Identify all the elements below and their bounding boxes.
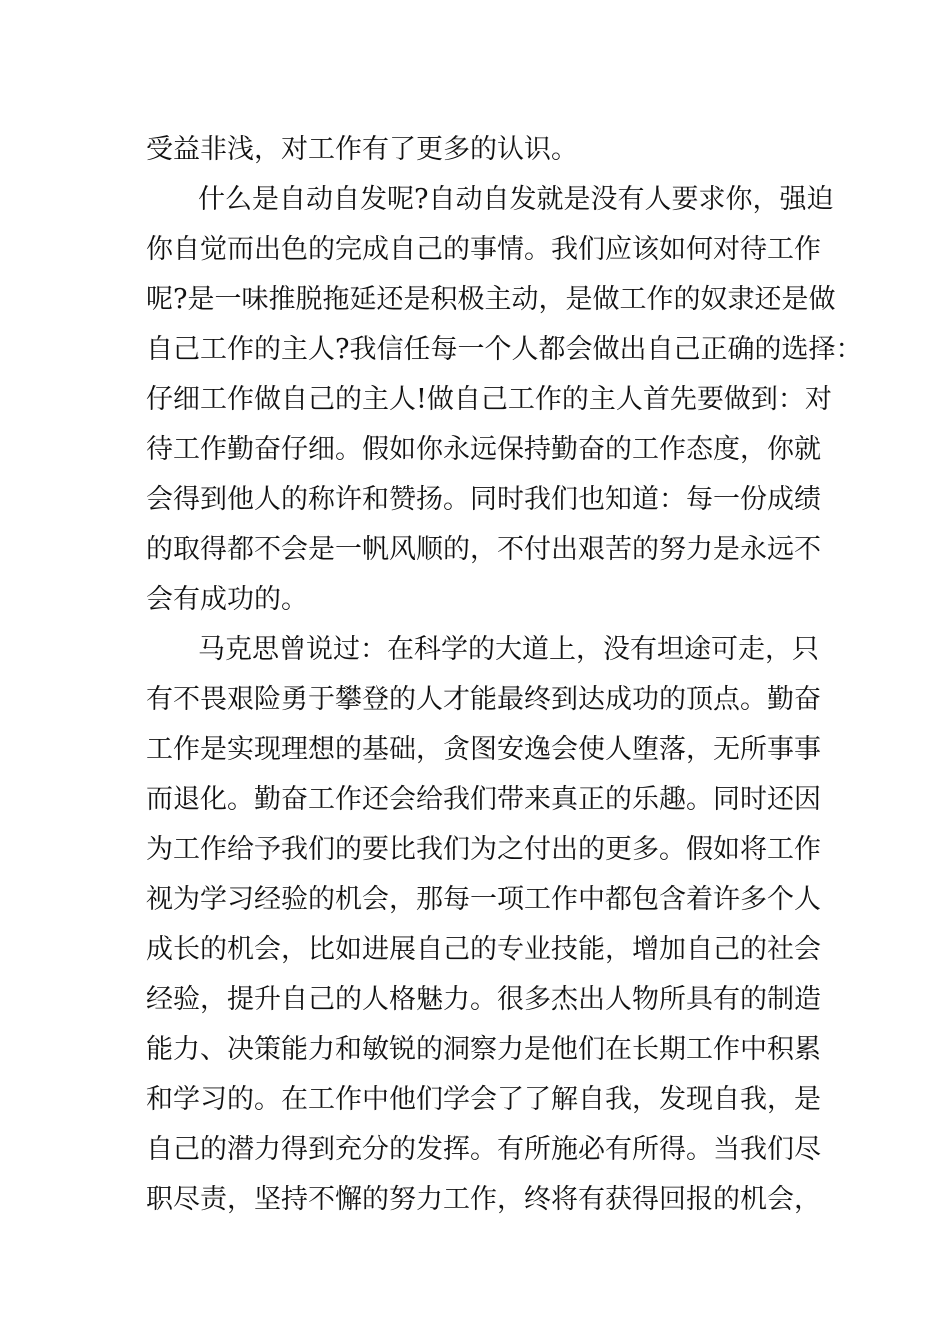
text-line: 仔细工作做自己的主人!做自己工作的主人首先要做到：对 bbox=[146, 384, 832, 415]
text-line: 自己工作的主人?我信任每一个人都会做出自己正确的选择： bbox=[146, 334, 863, 365]
text-line: 而退化。勤奋工作还会给我们带来真正的乐趣。同时还因 bbox=[146, 784, 821, 815]
text-line: 的取得都不会是一帆风顺的，不付出艰苦的努力是永远不 bbox=[146, 534, 821, 565]
text-line: 能力、决策能力和敏锐的洞察力是他们在长期工作中积累 bbox=[146, 1034, 821, 1065]
text-line: 会有成功的。 bbox=[146, 584, 308, 615]
text-line: 会得到他人的称许和赞扬。同时我们也知道：每一份成绩 bbox=[146, 484, 821, 515]
text-line: 呢?是一味推脱拖延还是积极主动，是做工作的奴隶还是做 bbox=[146, 284, 836, 315]
paragraph-start-line: 马克思曾说过：在科学的大道上，没有坦途可走，只 bbox=[198, 634, 819, 665]
text-line: 经验，提升自己的人格魅力。很多杰出人物所具有的制造 bbox=[146, 984, 821, 1015]
text-line: 你自觉而出色的完成自己的事情。我们应该如何对待工作 bbox=[146, 234, 821, 265]
paragraph-start-line: 什么是自动自发呢?自动自发就是没有人要求你，强迫 bbox=[198, 184, 834, 215]
text-line: 视为学习经验的机会，那每一项工作中都包含着许多个人 bbox=[146, 884, 821, 915]
text-line: 自己的潜力得到充分的发挥。有所施必有所得。当我们尽 bbox=[146, 1134, 821, 1165]
text-line: 和学习的。在工作中他们学会了了解自我，发现自我，是 bbox=[146, 1084, 821, 1115]
text-line: 工作是实现理想的基础，贪图安逸会使人堕落，无所事事 bbox=[146, 734, 821, 765]
text-line: 为工作给予我们的要比我们为之付出的更多。假如将工作 bbox=[146, 834, 821, 865]
text-line: 有不畏艰险勇于攀登的人才能最终到达成功的顶点。勤奋 bbox=[146, 684, 821, 715]
text-line: 待工作勤奋仔细。假如你永远保持勤奋的工作态度，你就 bbox=[146, 434, 821, 465]
text-line: 受益非浅，对工作有了更多的认识。 bbox=[146, 134, 578, 165]
text-line: 职尽责，坚持不懈的努力工作，终将有获得回报的机会， bbox=[146, 1184, 821, 1215]
text-line: 成长的机会，比如进展自己的专业技能，增加自己的社会 bbox=[146, 934, 821, 965]
